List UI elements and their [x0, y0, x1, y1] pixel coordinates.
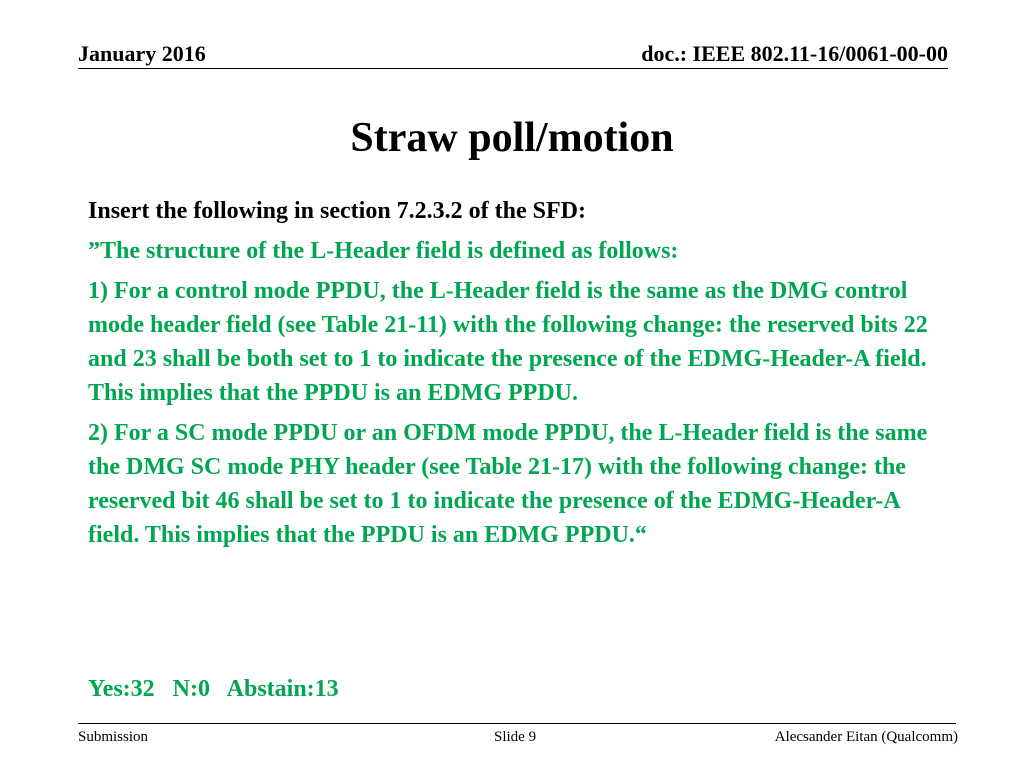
intro-text: ”The structure of the L-Header field is defined as follows:: [88, 238, 679, 264]
footer-slide-number: Slide 9: [494, 729, 537, 745]
list-item-control-mode: 1) For a control mode PPDU, the L-Header field is the same as the DMG control mode header field (see Table 21-11) with the following change: the reserved bits 22 and 23 shall be both set to 1 to indicate the presence of the EDMG-Header-A field. This implies that the PPDU is an EDMG PPDU.: [88, 278, 928, 406]
header-doc-id: doc.: IEEE 802.11-16/0061-00-00: [641, 41, 948, 66]
slide-title: Straw poll/motion: [350, 115, 674, 161]
vote-result: Yes:32 N:0 Abstain:13: [88, 676, 339, 702]
footer-author: Alecsander Eitan (Qualcomm): [774, 729, 958, 745]
header-date: January 2016: [78, 41, 206, 66]
footer-divider: [78, 723, 956, 724]
header-divider: [78, 68, 948, 69]
instruction-text: Insert the following in section 7.2.3.2 of the SFD:: [88, 198, 586, 224]
list-item-sc-ofdm-mode: 2) For a SC mode PPDU or an OFDM mode PPDU, the L-Header field is the same the DMG SC mode PHY header (see Table 21-17) with the following change: the reserved bit 46 shall be set to 1 to indicate the presence of the EDMG-Header-A field. This implies that the PPDU is an EDMG PPDU.“: [88, 420, 928, 548]
footer-submission: Submission: [78, 729, 149, 745]
slide-body: [88, 194, 938, 558]
